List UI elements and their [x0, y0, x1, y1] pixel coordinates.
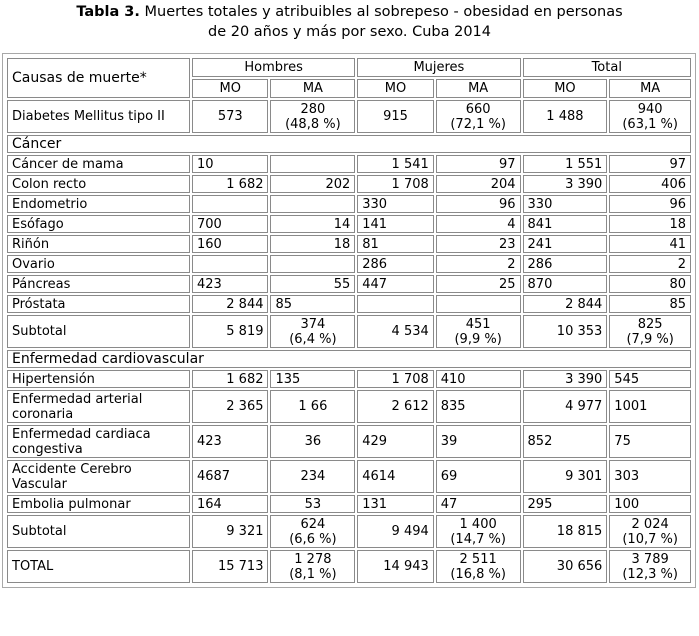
cell: 80 [609, 275, 691, 293]
row-label: Riñón [7, 235, 190, 253]
cell [270, 255, 355, 273]
cell-percent: (6,4 %) [289, 331, 337, 347]
data-table [5, 56, 693, 585]
cell [436, 295, 521, 313]
table-row [7, 100, 691, 133]
cell: 3 390 [523, 370, 608, 388]
header-group-mujeres: Mujeres [357, 58, 520, 77]
cell [270, 315, 355, 348]
cell-percent: (48,8 %) [285, 116, 341, 132]
cell-value: 940 [637, 101, 663, 117]
cell: 852 [523, 425, 608, 458]
cell [436, 315, 521, 348]
cell: 160 [192, 235, 269, 253]
total-row [7, 550, 691, 583]
table-row [7, 195, 691, 213]
cell: 1 682 [192, 370, 269, 388]
cell: 915 [357, 100, 434, 133]
cell: 10 353 [523, 315, 608, 348]
cell [609, 515, 691, 548]
table-row [7, 175, 691, 193]
section-title-cancer: Cáncer [7, 135, 691, 153]
cell: 2 [436, 255, 521, 273]
cell-percent: (7,9 %) [626, 331, 674, 347]
cell: 135 [270, 370, 355, 388]
cell: 1 682 [192, 175, 269, 193]
cell: 164 [192, 495, 269, 513]
header-sub: MO [357, 79, 434, 98]
table-row [7, 370, 691, 388]
cell: 9 301 [523, 460, 608, 493]
cell [609, 550, 691, 583]
cell: 53 [270, 495, 355, 513]
table-row [7, 295, 691, 313]
cell [270, 550, 355, 583]
cell: 2 [609, 255, 691, 273]
cell: 3 390 [523, 175, 608, 193]
cell: 204 [436, 175, 521, 193]
cell: 406 [609, 175, 691, 193]
cell: 97 [609, 155, 691, 173]
header-sub: MO [523, 79, 608, 98]
cell: 41 [609, 235, 691, 253]
cell: 75 [609, 425, 691, 458]
row-label: Hipertensión [7, 370, 190, 388]
row-label: TOTAL [7, 550, 190, 583]
cell: 1 488 [523, 100, 608, 133]
cell: 96 [436, 195, 521, 213]
table-row [7, 255, 691, 273]
header-sub: MA [436, 79, 521, 98]
cell: 39 [436, 425, 521, 458]
cell: 234 [270, 460, 355, 493]
cell: 25 [436, 275, 521, 293]
table-row [7, 275, 691, 293]
section-title-cardio: Enfermedad cardiovascular [7, 350, 691, 368]
header-group-total: Total [523, 58, 691, 77]
cell: 23 [436, 235, 521, 253]
caption-label: Tabla 3. [76, 4, 140, 20]
cell-percent: (9,9 %) [454, 331, 502, 347]
cell-percent: (12,3 %) [622, 566, 678, 582]
cell [192, 255, 269, 273]
cell: 2 612 [357, 390, 434, 423]
cell-value: 660 [465, 101, 491, 117]
cell-value: 374 [300, 316, 326, 332]
cell: 2 365 [192, 390, 269, 423]
table-row [7, 495, 691, 513]
cell-percent: (10,7 %) [622, 531, 678, 547]
cell [192, 195, 269, 213]
cell: 700 [192, 215, 269, 233]
header-sub: MO [192, 79, 269, 98]
row-label: Páncreas [7, 275, 190, 293]
header-sub: MA [270, 79, 355, 98]
cell: 286 [523, 255, 608, 273]
cell: 4614 [357, 460, 434, 493]
cell: 1 551 [523, 155, 608, 173]
row-label: Subtotal [7, 515, 190, 548]
cell [270, 195, 355, 213]
cell: 202 [270, 175, 355, 193]
cell [436, 550, 521, 583]
cell: 5 819 [192, 315, 269, 348]
cell: 423 [192, 425, 269, 458]
row-label-line: Enfermedad cardiaca [12, 426, 151, 442]
section-row [7, 350, 691, 368]
cell: 4 534 [357, 315, 434, 348]
cell-value: 451 [465, 316, 491, 332]
cell: 4 [436, 215, 521, 233]
table-row [7, 235, 691, 253]
cell: 286 [357, 255, 434, 273]
cell: 97 [436, 155, 521, 173]
cell: 10 [192, 155, 269, 173]
cell [270, 515, 355, 548]
header-row-groups [7, 58, 691, 77]
cell: 36 [270, 425, 355, 458]
header-group-hombres: Hombres [192, 58, 355, 77]
cell-percent: (14,7 %) [450, 531, 506, 547]
cell [609, 100, 691, 133]
cell: 410 [436, 370, 521, 388]
cell: 1 708 [357, 175, 434, 193]
cell: 1 66 [270, 390, 355, 423]
cell: 14 [270, 215, 355, 233]
cell: 545 [609, 370, 691, 388]
table-row [7, 425, 691, 458]
cell: 81 [357, 235, 434, 253]
cell [436, 100, 521, 133]
cell: 1 708 [357, 370, 434, 388]
cell: 96 [609, 195, 691, 213]
table-row [7, 390, 691, 423]
subtotal-row [7, 315, 691, 348]
cell-percent: (8,1 %) [289, 566, 337, 582]
cell: 18 [609, 215, 691, 233]
row-label [7, 390, 190, 423]
cell: 429 [357, 425, 434, 458]
cell: 835 [436, 390, 521, 423]
row-label: Endometrio [7, 195, 190, 213]
cell-percent: (63,1 %) [622, 116, 678, 132]
cell: 870 [523, 275, 608, 293]
cell: 1001 [609, 390, 691, 423]
cell: 85 [270, 295, 355, 313]
cell-value: 2 024 [631, 516, 669, 532]
cell: 141 [357, 215, 434, 233]
cell: 573 [192, 100, 269, 133]
cell: 423 [192, 275, 269, 293]
cell: 18 [270, 235, 355, 253]
cell-value: 624 [300, 516, 326, 532]
table-frame [2, 53, 696, 588]
cell: 241 [523, 235, 608, 253]
caption-line1: Muertes totales y atribuibles al sobrepeso - obesidad en personas [144, 4, 623, 20]
table-row [7, 155, 691, 173]
cell: 100 [609, 495, 691, 513]
cell-percent: (72,1 %) [450, 116, 506, 132]
cell-value: 280 [300, 101, 326, 117]
cell-value: 825 [637, 316, 663, 332]
row-label: Próstata [7, 295, 190, 313]
row-label-line: congestiva [12, 441, 83, 457]
cell: 131 [357, 495, 434, 513]
header-cause: Causas de muerte* [7, 58, 190, 98]
cell [357, 295, 434, 313]
row-label: Colon recto [7, 175, 190, 193]
cell: 9 494 [357, 515, 434, 548]
cell-value: 2 511 [459, 551, 497, 567]
row-label-line: Enfermedad arterial [12, 391, 143, 407]
cell: 85 [609, 295, 691, 313]
subtotal-row [7, 515, 691, 548]
table-caption [0, 0, 699, 50]
row-label: Ovario [7, 255, 190, 273]
row-label-line: Accidente Cerebro [12, 461, 132, 477]
cell [436, 515, 521, 548]
row-label: Diabetes Mellitus tipo II [7, 100, 190, 133]
row-label: Embolia pulmonar [7, 495, 190, 513]
row-label: Subtotal [7, 315, 190, 348]
table-row [7, 215, 691, 233]
row-label [7, 425, 190, 458]
header-sub: MA [609, 79, 691, 98]
row-label [7, 460, 190, 493]
table-row [7, 460, 691, 493]
cell: 4 977 [523, 390, 608, 423]
cell-value: 1 278 [294, 551, 332, 567]
cell: 330 [357, 195, 434, 213]
row-label-line: Vascular [12, 476, 67, 492]
row-label: Esófago [7, 215, 190, 233]
cell: 4687 [192, 460, 269, 493]
cell: 47 [436, 495, 521, 513]
cell: 2 844 [523, 295, 608, 313]
cell: 69 [436, 460, 521, 493]
cell-percent: (16,8 %) [450, 566, 506, 582]
section-row [7, 135, 691, 153]
cell: 330 [523, 195, 608, 213]
cell-value: 3 789 [631, 551, 669, 567]
cell: 295 [523, 495, 608, 513]
cell: 1 541 [357, 155, 434, 173]
cell: 841 [523, 215, 608, 233]
cell: 9 321 [192, 515, 269, 548]
cell: 18 815 [523, 515, 608, 548]
cell: 30 656 [523, 550, 608, 583]
caption-line2: de 20 años y más por sexo. Cuba 2014 [207, 24, 492, 40]
cell [270, 155, 355, 173]
cell: 303 [609, 460, 691, 493]
row-label: Cáncer de mama [7, 155, 190, 173]
cell-percent: (6,6 %) [289, 531, 337, 547]
cell [270, 100, 355, 133]
cell [609, 315, 691, 348]
cell: 55 [270, 275, 355, 293]
cell: 2 844 [192, 295, 269, 313]
cell: 15 713 [192, 550, 269, 583]
row-label-line: coronaria [12, 406, 74, 422]
cell-value: 1 400 [459, 516, 497, 532]
cell: 14 943 [357, 550, 434, 583]
cell: 447 [357, 275, 434, 293]
